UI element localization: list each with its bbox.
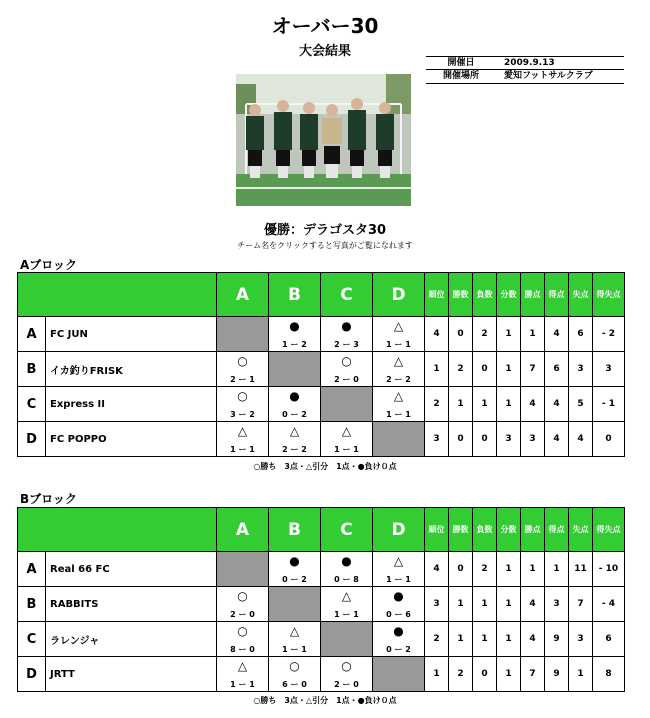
team-row: [18, 552, 625, 587]
stat-points: 4: [521, 587, 545, 622]
match-score: 2 ー 0: [230, 610, 255, 619]
match-result-cell: [217, 657, 269, 692]
column-header-win: 勝数: [449, 508, 473, 552]
match-result-cell: [217, 387, 269, 422]
stat-ga: 4: [569, 422, 593, 457]
column-header-d: D: [373, 273, 425, 317]
result-symbol-icon: ●: [393, 589, 404, 603]
match-result-cell: [269, 422, 321, 457]
result-symbol-icon: ○: [341, 354, 352, 368]
stat-draw: 1: [497, 587, 521, 622]
match-score: 1 ー 1: [386, 575, 411, 584]
stat-gf: 4: [545, 317, 569, 352]
self-match-cell: [321, 387, 373, 422]
stat-rank: 2: [425, 387, 449, 422]
column-header-rank: 順位: [425, 273, 449, 317]
match-result-cell: [217, 352, 269, 387]
column-header-points: 勝点: [521, 508, 545, 552]
result-symbol-icon: ○: [237, 624, 248, 638]
self-match-cell: [373, 422, 425, 457]
stat-gf: 9: [545, 657, 569, 692]
page-title: オーバー30: [271, 14, 379, 38]
stat-points: 4: [521, 387, 545, 422]
result-symbol-icon: ○: [237, 354, 248, 368]
team-letter: A: [18, 317, 46, 352]
stat-gf: 3: [545, 587, 569, 622]
stat-gd: 0: [593, 422, 625, 457]
match-score: 2 ー 1: [230, 375, 255, 384]
page-subtitle: 大会結果: [298, 44, 351, 59]
column-header-rank: 順位: [425, 508, 449, 552]
stat-rank: 4: [425, 552, 449, 587]
stat-draw: 1: [497, 352, 521, 387]
event-info: [426, 56, 624, 84]
match-score: 1 ー 2: [282, 340, 307, 349]
stat-lose: 0: [473, 352, 497, 387]
header-blank: [18, 508, 217, 552]
stat-rank: 1: [425, 657, 449, 692]
stat-ga: 3: [569, 622, 593, 657]
stat-win: 0: [449, 552, 473, 587]
result-symbol-icon: △: [393, 319, 404, 333]
match-result-cell: [373, 352, 425, 387]
stat-gd: 3: [593, 352, 625, 387]
result-symbol-icon: △: [393, 389, 404, 403]
header-row: [18, 273, 625, 317]
column-header-lose: 負数: [473, 273, 497, 317]
stat-gd: - 4: [593, 587, 625, 622]
stat-lose: 1: [473, 387, 497, 422]
result-symbol-icon: △: [237, 424, 248, 438]
stat-rank: 3: [425, 422, 449, 457]
stat-ga: 6: [569, 317, 593, 352]
team-name-link[interactable]: Real 66 FC: [46, 552, 217, 587]
stat-gf: 4: [545, 422, 569, 457]
stat-win: 0: [449, 317, 473, 352]
match-result-cell: [373, 552, 425, 587]
team-letter: A: [18, 552, 46, 587]
stat-draw: 1: [497, 622, 521, 657]
result-symbol-icon: △: [341, 589, 352, 603]
stat-gd: 8: [593, 657, 625, 692]
team-name-link[interactable]: ラレンジャ: [46, 622, 217, 657]
result-symbol-icon: ●: [289, 389, 300, 403]
stat-win: 1: [449, 622, 473, 657]
stat-ga: 7: [569, 587, 593, 622]
stat-lose: 1: [473, 587, 497, 622]
match-result-cell: [373, 587, 425, 622]
result-symbol-icon: ○: [237, 589, 248, 603]
match-result-cell: [321, 657, 373, 692]
match-score: 1 ー 1: [230, 445, 255, 454]
stat-gf: 4: [545, 387, 569, 422]
match-score: 2 ー 2: [282, 445, 307, 454]
column-header-a: A: [217, 273, 269, 317]
team-row: [18, 387, 625, 422]
team-row: [18, 622, 625, 657]
match-result-cell: [269, 657, 321, 692]
stat-ga: 11: [569, 552, 593, 587]
date-value: 2009.9.13: [504, 58, 555, 68]
result-symbol-icon: △: [289, 424, 300, 438]
block-b-table: [17, 507, 625, 692]
column-header-ga: 失点: [569, 508, 593, 552]
team-letter: C: [18, 622, 46, 657]
stat-points: 1: [521, 552, 545, 587]
stat-gd: 6: [593, 622, 625, 657]
stat-gf: 9: [545, 622, 569, 657]
match-result-cell: [321, 587, 373, 622]
team-row: [18, 352, 625, 387]
team-row: [18, 657, 625, 692]
stat-lose: 1: [473, 622, 497, 657]
column-header-c: C: [321, 508, 373, 552]
stat-points: 7: [521, 657, 545, 692]
stat-gd: - 10: [593, 552, 625, 587]
result-symbol-icon: △: [393, 354, 404, 368]
match-score: 6 ー 0: [282, 680, 307, 689]
match-result-cell: [217, 422, 269, 457]
stat-win: 1: [449, 587, 473, 622]
match-score: 0 ー 2: [386, 645, 411, 654]
result-symbol-icon: ●: [289, 319, 300, 333]
team-letter: D: [18, 657, 46, 692]
result-symbol-icon: ●: [393, 624, 404, 638]
result-symbol-icon: △: [341, 424, 352, 438]
stat-win: 2: [449, 352, 473, 387]
stat-win: 2: [449, 657, 473, 692]
team-name-link[interactable]: FC POPPO: [46, 422, 217, 457]
stat-rank: 3: [425, 587, 449, 622]
stat-gf: 1: [545, 552, 569, 587]
legend-a: ○勝ち 3点・△引分 1点・●負け０点: [253, 462, 397, 471]
self-match-cell: [269, 352, 321, 387]
match-score: 1 ー 1: [282, 645, 307, 654]
match-score: 2 ー 2: [386, 375, 411, 384]
match-result-cell: [321, 352, 373, 387]
result-symbol-icon: ●: [341, 319, 352, 333]
match-score: 0 ー 6: [386, 610, 411, 619]
winner-text: 優勝：デラゴスタ30: [263, 223, 387, 238]
stat-lose: 2: [473, 317, 497, 352]
stat-points: 7: [521, 352, 545, 387]
match-score: 3 ー 2: [230, 410, 255, 419]
match-result-cell: [373, 622, 425, 657]
team-letter: B: [18, 587, 46, 622]
team-name-link[interactable]: イカ釣りFRISK: [46, 352, 217, 387]
stat-gd: - 1: [593, 387, 625, 422]
result-symbol-icon: △: [393, 554, 404, 568]
self-match-cell: [217, 317, 269, 352]
legend-b: ○勝ち 3点・△引分 1点・●負け０点: [253, 696, 397, 705]
result-symbol-icon: ○: [237, 389, 248, 403]
match-score: 1 ー 1: [386, 340, 411, 349]
stat-rank: 1: [425, 352, 449, 387]
match-result-cell: [269, 622, 321, 657]
team-letter: D: [18, 422, 46, 457]
header-row: [18, 508, 625, 552]
match-score: 2 ー 0: [334, 680, 359, 689]
venue-label: 開催場所: [442, 71, 479, 81]
team-name-link[interactable]: RABBITS: [46, 587, 217, 622]
match-score: 2 ー 0: [334, 375, 359, 384]
column-header-ga: 失点: [569, 273, 593, 317]
result-symbol-icon: △: [289, 624, 300, 638]
result-symbol-icon: ●: [341, 554, 352, 568]
match-score: 1 ー 1: [334, 610, 359, 619]
stat-rank: 2: [425, 622, 449, 657]
match-score: 0 ー 2: [282, 575, 307, 584]
column-header-gd: 得失点: [593, 273, 625, 317]
result-symbol-icon: △: [237, 659, 248, 673]
team-row: [18, 422, 625, 457]
match-score: 1 ー 1: [230, 680, 255, 689]
stat-rank: 4: [425, 317, 449, 352]
stat-points: 4: [521, 622, 545, 657]
column-header-draw: 分数: [497, 273, 521, 317]
stat-draw: 1: [497, 387, 521, 422]
stat-ga: 1: [569, 657, 593, 692]
self-match-cell: [321, 622, 373, 657]
header-blank: [18, 273, 217, 317]
match-result-cell: [269, 552, 321, 587]
match-score: 2 ー 3: [334, 340, 359, 349]
column-header-gf: 得点: [545, 508, 569, 552]
result-symbol-icon: ○: [289, 659, 300, 673]
column-header-a: A: [217, 508, 269, 552]
column-header-d: D: [373, 508, 425, 552]
block-a-label: Aブロック: [20, 258, 78, 272]
self-match-cell: [373, 657, 425, 692]
match-score: 8 ー 0: [230, 645, 255, 654]
result-symbol-icon: ○: [341, 659, 352, 673]
stat-draw: 1: [497, 657, 521, 692]
stat-lose: 0: [473, 657, 497, 692]
stat-draw: 1: [497, 552, 521, 587]
column-header-c: C: [321, 273, 373, 317]
column-header-points: 勝点: [521, 273, 545, 317]
stat-ga: 5: [569, 387, 593, 422]
team-name-link[interactable]: FC JUN: [46, 317, 217, 352]
match-result-cell: [269, 387, 321, 422]
match-result-cell: [321, 317, 373, 352]
match-result-cell: [321, 422, 373, 457]
column-header-gf: 得点: [545, 273, 569, 317]
match-score: 1 ー 1: [386, 410, 411, 419]
match-result-cell: [373, 387, 425, 422]
result-symbol-icon: ●: [289, 554, 300, 568]
team-row: [18, 317, 625, 352]
match-score: 0 ー 8: [334, 575, 359, 584]
match-result-cell: [321, 552, 373, 587]
column-header-lose: 負数: [473, 508, 497, 552]
date-label: 開催日: [447, 58, 475, 68]
stat-points: 3: [521, 422, 545, 457]
column-header-win: 勝数: [449, 273, 473, 317]
block-a-table: [17, 272, 625, 457]
stat-win: 0: [449, 422, 473, 457]
match-result-cell: [373, 317, 425, 352]
match-result-cell: [269, 317, 321, 352]
stat-win: 1: [449, 387, 473, 422]
match-result-cell: [217, 587, 269, 622]
stat-gf: 6: [545, 352, 569, 387]
stat-lose: 2: [473, 552, 497, 587]
block-b-label: Bブロック: [20, 492, 77, 506]
match-result-cell: [217, 622, 269, 657]
column-header-b: B: [269, 508, 321, 552]
stat-lose: 0: [473, 422, 497, 457]
stat-points: 1: [521, 317, 545, 352]
team-name-link[interactable]: Express II: [46, 387, 217, 422]
winner-team-photo: [236, 74, 411, 206]
stat-draw: 3: [497, 422, 521, 457]
team-letter: C: [18, 387, 46, 422]
column-header-draw: 分数: [497, 508, 521, 552]
team-row: [18, 587, 625, 622]
stat-draw: 1: [497, 317, 521, 352]
self-match-cell: [269, 587, 321, 622]
photo-note: チーム名をクリックすると写真がご覧になれます: [237, 241, 413, 250]
team-name-link[interactable]: JRTT: [46, 657, 217, 692]
match-score: 1 ー 1: [334, 445, 359, 454]
team-letter: B: [18, 352, 46, 387]
venue-value: 愛知フットサルクラブ: [504, 71, 593, 81]
stat-ga: 3: [569, 352, 593, 387]
stat-gd: - 2: [593, 317, 625, 352]
column-header-b: B: [269, 273, 321, 317]
column-header-gd: 得失点: [593, 508, 625, 552]
match-score: 0 ー 2: [282, 410, 307, 419]
self-match-cell: [217, 552, 269, 587]
